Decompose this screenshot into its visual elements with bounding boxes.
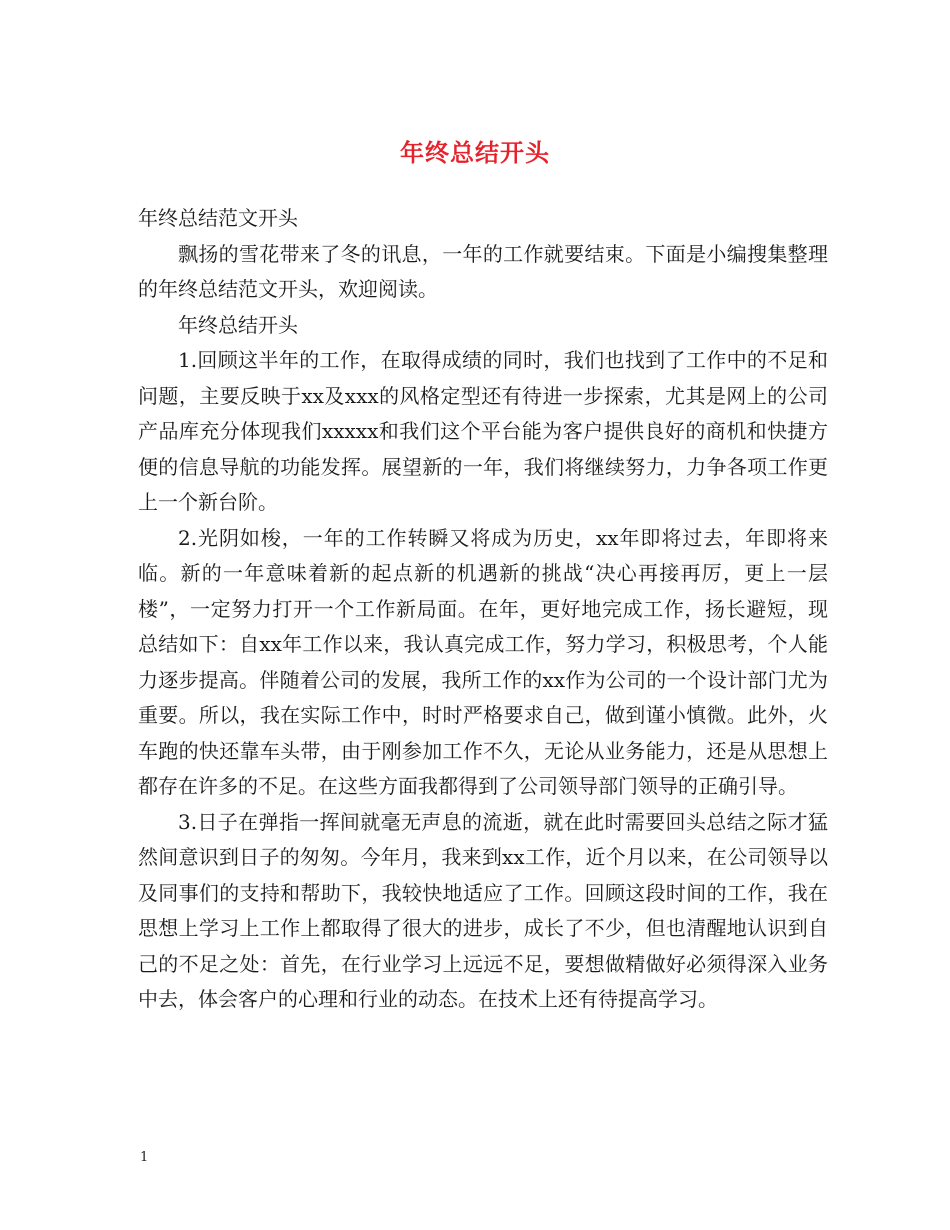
document-body bbox=[138, 201, 828, 1018]
paragraph-3: 3.日子在弹指一挥间就毫无声息的流逝，就在此时需要回头总结之际才猛然间意识到日子的匆匆。今年月，我来到xx工作，近个月以来，在公司领导以及同事们的支持和帮助下，我较快地适应了工作。回顾这段时间的工作，我在思想上学习上工作上都取得了很大的进步，成长了不少，但也清醒地认识到自己的不足之处：首先，在行业学习上远远不足，要想做精做好必须得深入业务中去，体会客户的心理和行业的动态。在技术上还有待提高学习。 bbox=[138, 809, 828, 1011]
page-number: 1 bbox=[140, 1150, 149, 1165]
subheading: 年终总结范文开头 bbox=[138, 206, 298, 230]
paragraph-1: 1.回顾这半年的工作，在取得成绩的同时，我们也找到了工作中的不足和问题，主要反映于xx及xxx的风格定型还有待进一步探索，尤其是网上的公司产品库充分体现我们xxxxx和我们这个平台能为客户提供良好的商机和快捷方便的信息导航的功能发挥。展望新的一年，我们将继续努力，力争各项工作更上一个新台阶。 bbox=[138, 348, 828, 514]
document-title: 年终总结开头 bbox=[400, 139, 550, 167]
paragraph-2: 2.光阴如梭，一年的工作转瞬又将成为历史，xx年即将过去，年即将来临。新的一年意味着新的起点新的机遇新的挑战“决心再接再厉，更上一层楼”，一定努力打开一个工作新局面。在年，更好地完成工作，扬长避短，现总结如下：自xx年工作以来，我认真完成工作，努力学习，积极思考，个人能力逐步提高。伴随着公司的发展，我所工作的xx作为公司的一个设计部门尤为重要。所以，我在实际工作中，时时严格要求自己，做到谨小慎微。此外，火车跑的快还靠车头带，由于刚参加工作不久，无论从业务能力，还是从思想上都存在许多的不足。在这些方面我都得到了公司领导部门领导的正确引导。 bbox=[138, 525, 828, 798]
section-heading: 年终总结开头 bbox=[178, 312, 298, 337]
intro-paragraph: 飘扬的雪花带来了冬的讯息，一年的工作就要结束。下面是小编搜集整理的年终总结范文开头，欢迎阅读。 bbox=[138, 241, 828, 301]
